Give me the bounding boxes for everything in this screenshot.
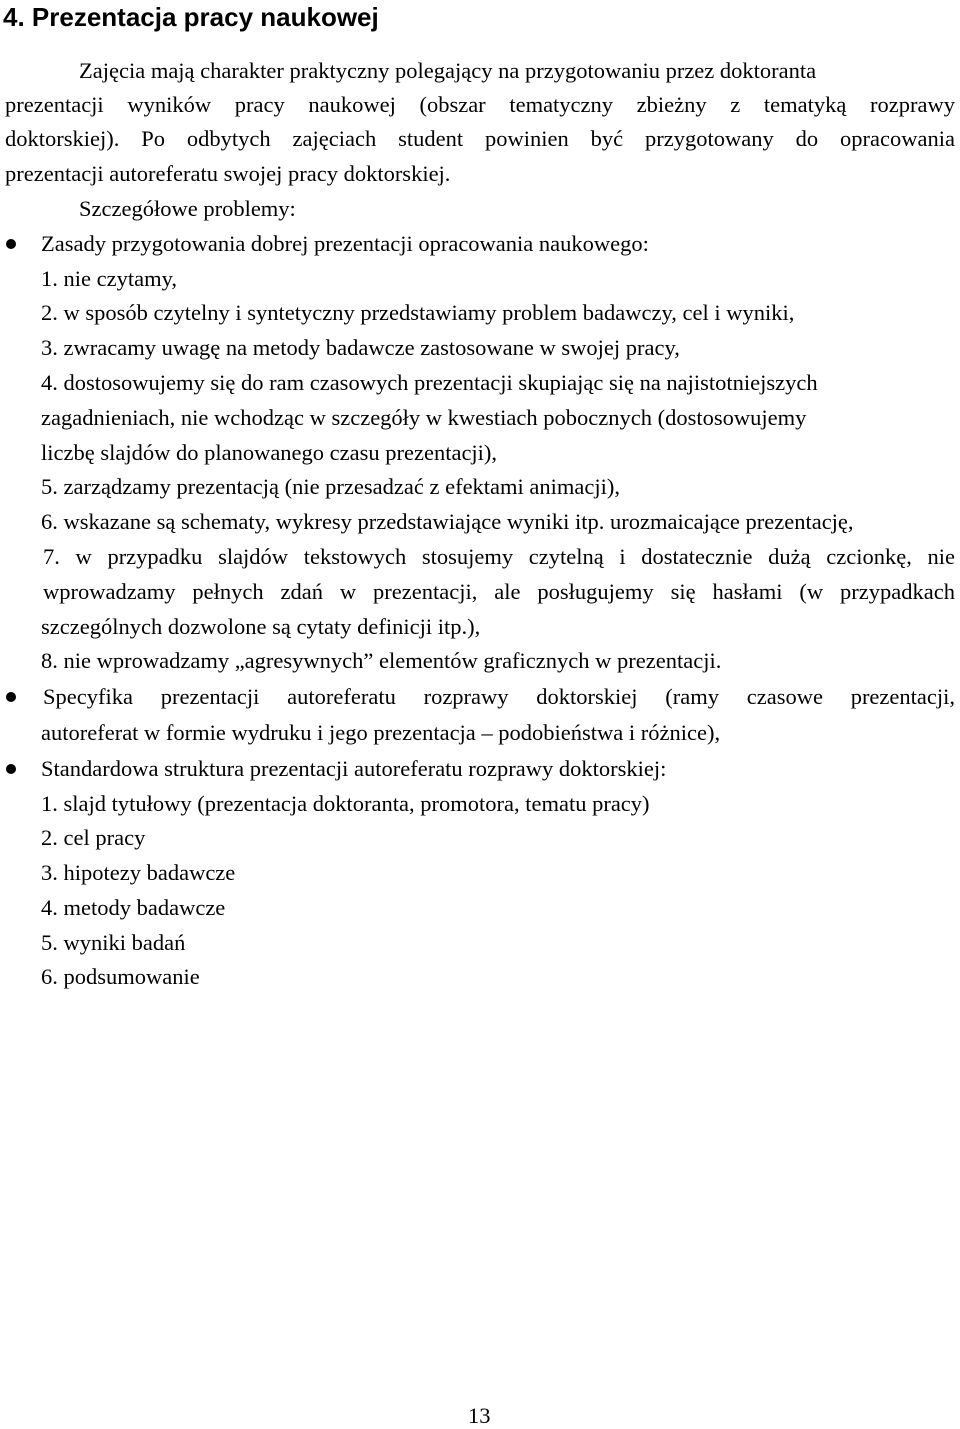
problems-heading: Szczegółowe problemy: <box>79 196 296 221</box>
list-item-continuation: szczególnych dozwolone są cytaty definicji itp.), <box>41 614 481 639</box>
list-item: 1. nie czytamy, <box>41 266 177 291</box>
list-item: 2. cel pracy <box>41 825 146 850</box>
list-item: 6. wskazane są schematy, wykresy przedstawiające wyniki itp. urozmaicające prezentację, <box>41 509 854 534</box>
bullet-icon <box>6 239 16 249</box>
list-item: 6. podsumowanie <box>41 964 200 989</box>
intro-line-1: Zajęcia mają charakter praktyczny polegający na przygotowaniu przez doktoranta <box>79 58 817 83</box>
bullet2-line-2: autoreferat w formie wydruku i jego prezentacja – podobieństwa i różnice), <box>41 720 721 745</box>
list-item: 3. zwracamy uwagę na metody badawcze zastosowane w swojej pracy, <box>41 335 680 360</box>
list-item: 7. w przypadku slajdów tekstowych stosujemy czytelną i dostatecznie dużą czcionkę, nie <box>43 544 955 569</box>
bullet3-heading: Standardowa struktura prezentacji autoreferatu rozprawy doktorskiej: <box>41 756 667 781</box>
list-item-continuation: wprowadzamy pełnych zdań w prezentacji, ale posługujemy się hasłami (w przypadkach <box>43 579 955 604</box>
list-item: 5. zarządzamy prezentacją (nie przesadzać z efektami animacji), <box>41 474 621 499</box>
bullet-icon <box>6 764 16 774</box>
bullet1-heading: Zasady przygotowania dobrej prezentacji opracowania naukowego: <box>41 231 649 256</box>
page-number: 13 <box>468 1403 491 1428</box>
list-item: 5. wyniki badań <box>41 930 186 955</box>
section-title: 4. Prezentacja pracy naukowej <box>3 2 379 32</box>
list-item-continuation: liczbę slajdów do planowanego czasu prezentacji), <box>41 440 498 465</box>
list-item: 1. slajd tytułowy (prezentacja doktoranta, promotora, tematu pracy) <box>41 791 650 816</box>
list-item: 4. metody badawcze <box>41 895 226 920</box>
intro-line-4: prezentacji autoreferatu swojej pracy doktorskiej. <box>5 161 451 186</box>
list-item: 2. w sposób czytelny i syntetyczny przedstawiamy problem badawczy, cel i wyniki, <box>41 300 795 325</box>
bullet-icon <box>6 692 16 702</box>
list-item: 3. hipotezy badawcze <box>41 860 236 885</box>
bullet2-line-1: Specyfika prezentacji autoreferatu rozprawy doktorskiej (ramy czasowe prezentacji, <box>43 684 955 709</box>
list-item: 8. nie wprowadzamy „agresywnych” elementów graficznych w prezentacji. <box>41 648 722 673</box>
intro-line-3: doktorskiej). Po odbytych zajęciach student powinien być przygotowany do opracowania <box>5 126 955 151</box>
list-item-continuation: zagadnieniach, nie wchodząc w szczegóły w kwestiach pobocznych (dostosowujemy <box>41 405 807 430</box>
list-item: 4. dostosowujemy się do ram czasowych prezentacji skupiając się na najistotniejszych <box>41 370 818 395</box>
intro-line-2: prezentacji wyników pracy naukowej (obszar tematyczny zbieżny z tematyką rozprawy <box>5 92 955 117</box>
